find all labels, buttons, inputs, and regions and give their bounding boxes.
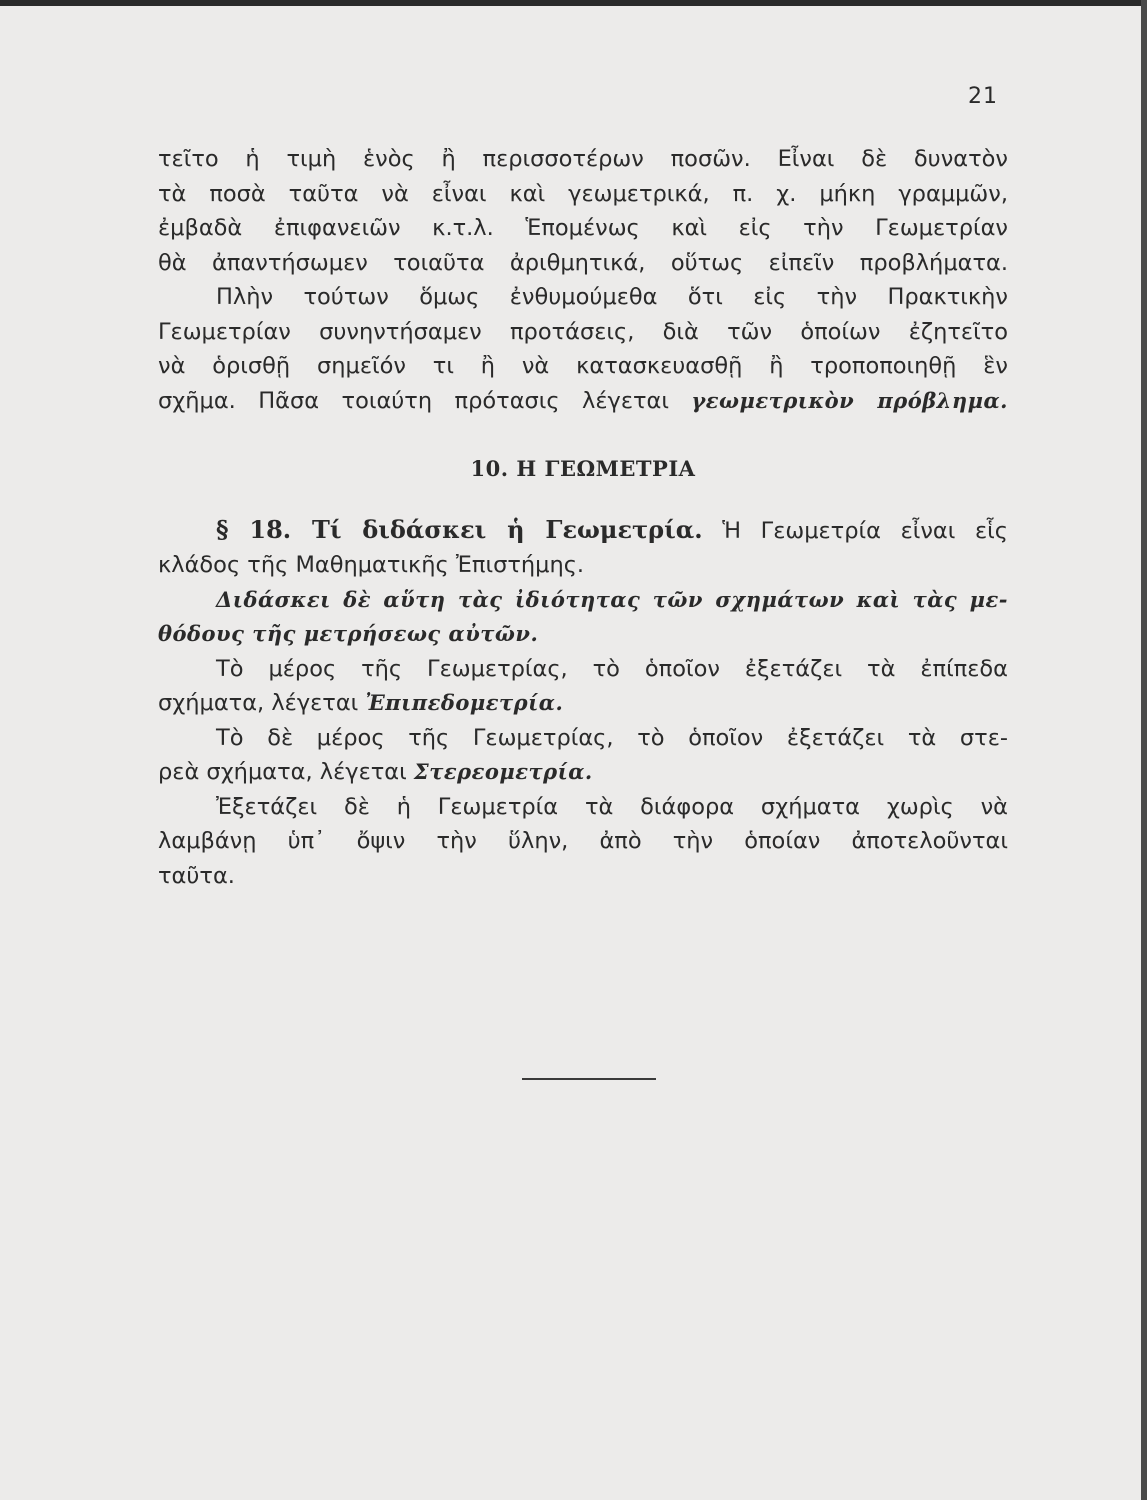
stereometry-plain: ρεὰ σχήματα, λέγεται — [158, 759, 407, 785]
stereometry-line-1: Τὸ δὲ μέρος τῆς Γεωμετρίας, τὸ ὁποῖον ἐξετάζει τὰ στε- — [216, 724, 1008, 751]
scan-right-edge — [1141, 0, 1147, 1500]
section-18-label: § 18. Τί διδάσκει ἡ Γεωμετρία. — [216, 514, 703, 544]
paragraph-2-line: νὰ ὁρισθῇ σημεῖόν τι ἢ νὰ κατασκευασθῇ ἢ τροποποιηθῇ ἓν — [158, 353, 1008, 379]
scan-top-edge — [0, 0, 1147, 6]
final-paragraph-line: ταῦτα. — [158, 862, 235, 889]
term-stereometry: Στερεομετρία. — [413, 759, 593, 784]
section-18-line-2: κλάδος τῆς Μαθηματικῆς Ἐπιστήμης. — [158, 552, 585, 578]
paragraph-2-line: Γεωμετρίαν συνηντήσαμεν προτάσεις, διὰ τῶν ὁποίων ἐζητεῖτο — [158, 318, 1008, 345]
final-paragraph-line: Ἐξετάζει δὲ ἡ Γεωμετρία τὰ διάφορα σχήματα χωρὶς νὰ — [216, 793, 1008, 820]
body-text — [158, 142, 1008, 893]
definition-line-1: Διδάσκει δὲ αὕτη τὰς ἰδιότητας τῶν σχημάτων καὶ τὰς με- — [216, 586, 1008, 612]
section-18-line-1 — [158, 513, 1008, 549]
page-number: 21 — [968, 84, 998, 109]
end-rule — [522, 1078, 656, 1080]
planimetry-line-1: Τὸ μέρος τῆς Γεωμετρίας, τὸ ὁποῖον ἐξετάζει τὰ ἐπίπεδα — [216, 655, 1008, 682]
paragraph-1-line: ἐμβαδὰ ἐπιφανειῶν κ.τ.λ. Ἑπομένως καὶ εἰς τὴν Γεωμετρίαν — [158, 215, 1008, 241]
paragraph-2-line: Πλὴν τούτων ὅμως ἐνθυμούμεθα ὅτι εἰς τὴν Πρακτικὴν — [216, 284, 1008, 310]
definition-line-2: θόδους τῆς μετρήσεως αὐτῶν. — [158, 621, 539, 646]
planimetry-plain: σχήματα, λέγεται — [158, 690, 359, 716]
stereometry-line-2 — [158, 755, 1008, 790]
paragraph-2-last-plain: σχῆμα. Πᾶσα τοιαύτη πρότασις λέγεται — [158, 387, 669, 414]
planimetry-line-2 — [158, 686, 1008, 721]
term-geometric-problem: γεωμετρικὸν πρόβλημα. — [691, 387, 1008, 413]
term-planimetry: Ἐπιπεδομετρία. — [365, 690, 564, 715]
paragraph-1-line: τὰ ποσὰ ταῦτα νὰ εἶναι καὶ γεωμετρικά, π. χ. μήκη γραμμῶν, — [158, 180, 1008, 207]
paragraph-1-line: θὰ ἀπαντήσωμεν τοιαῦτα ἀριθμητικά, οὕτως εἰπεῖν προβλήματα. — [158, 249, 1008, 276]
final-paragraph-line: λαμβάνῃ ὑπ᾽ ὄψιν τὴν ὕλην, ἀπὸ τὴν ὁποίαν ἀποτελοῦνται — [158, 828, 1008, 854]
paragraph-1-line: τεῖτο ἡ τιμὴ ἑνὸς ἢ περισσοτέρων ποσῶν. Εἶναι δὲ δυνατὸν — [158, 146, 1008, 172]
paragraph-2-last-line — [158, 384, 1008, 419]
section-18-rest: Ἡ Γεωμετρία εἶναι εἷς — [722, 517, 1008, 544]
chapter-heading: 10. Η ΓΕΩΜΕΤΡΙΑ — [470, 456, 696, 481]
